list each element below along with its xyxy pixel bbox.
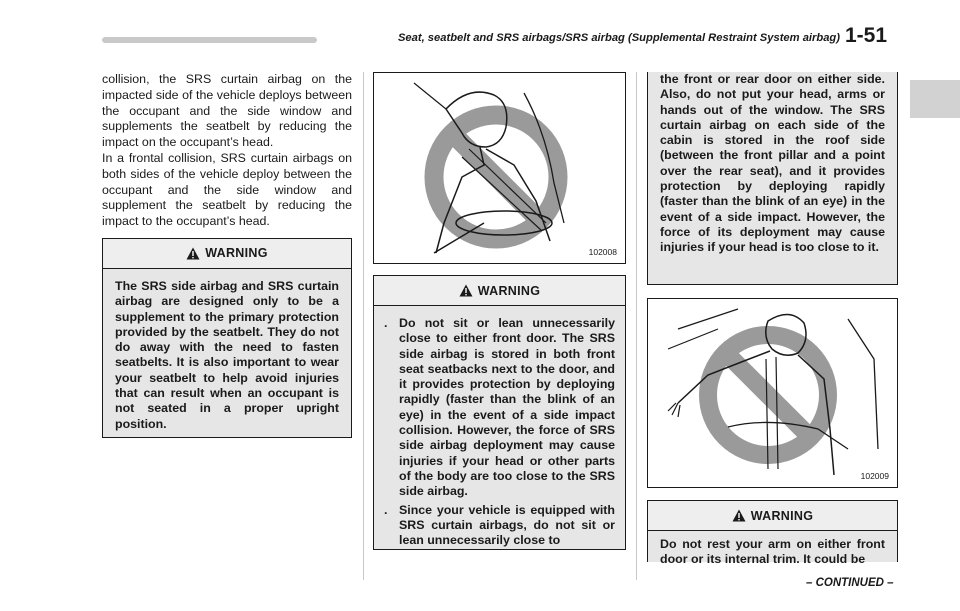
warning-icon: [459, 284, 473, 297]
warning-box: [102, 238, 352, 438]
column-3: [647, 72, 898, 567]
warning-text: The SRS side airbag and SRS curtain airbag are designed only to be a supplement to the primary protection provided by the seatbelt. They do not do away with the need to fasten seatbelts. It is also important to wear your seatbelt to help avoid injuries that can result when an occupant is not seated in a proper upright position.: [115, 278, 339, 431]
column-1: [102, 72, 352, 438]
column-divider: [363, 72, 364, 580]
warning-header: [103, 239, 351, 269]
body-paragraph: collision, the SRS curtain airbag on the impacted side of the vehicle deploys between the occupant and the side window and supplements the seatbelt by reducing the impact on the occupant’s head.: [102, 72, 352, 150]
passenger-illustration: [648, 299, 897, 487]
warning-box-continued: [647, 72, 898, 285]
seatbelt-airbag-figure: [373, 72, 626, 264]
bullet-text: Since your vehicle is equipped with SRS curtain airbags, do not sit or lean unnecessarily close to: [399, 502, 615, 548]
driver-illustration: [374, 73, 625, 263]
warning-header: [648, 501, 897, 531]
bullet-marker: .: [384, 316, 388, 330]
header-rule: [102, 37, 317, 43]
bullet-text: Do not sit or lean unnecessarily close to either front door. The SRS side airbag is stored in both front seat seatbacks next to the door, and it provides protection by deploying rapidly (faster than the blink of an eye) in the event of a side impact collision. However, the force of SRS side airbag deployment may cause injuries if your head or other parts of the body are too close to the SRS side airbag.: [399, 316, 615, 499]
column-divider: [636, 72, 637, 580]
figure-code: 102009: [860, 471, 889, 481]
warning-heading: WARNING: [750, 508, 814, 523]
warning-bullet: [384, 503, 615, 549]
warning-text: the front or rear door on either side. Also, do not put your head, arms or hands out of the window. The SRS curtain airbag on each side of the cabin is stored in the roof side (between the front pillar and a point over the rear seat), and it provides protection by deploying rapidly (faster than the blink of an eye) in the event of a side impact. However, the force of its deployment may cause injuries if your head is too close to it.: [660, 72, 885, 255]
curtain-airbag-figure: [647, 298, 898, 488]
body-paragraph: In a frontal collision, SRS curtain airbags on both sides of the vehicle deploy between the occupant and the side window and supplement the seatbelt by reducing the impact to the occupant’s head.: [102, 150, 352, 229]
bullet-marker: .: [384, 502, 388, 517]
page-number: 1-51: [845, 24, 888, 47]
chapter-tab: [910, 80, 960, 118]
warning-bullet: [384, 316, 615, 500]
warning-heading: WARNING: [205, 246, 268, 261]
warning-heading: WARNING: [477, 283, 541, 298]
warning-text: Do not rest your arm on either front door or its internal trim. It could be: [660, 537, 885, 567]
warning-box: [647, 500, 898, 567]
continued-label: – CONTINUED –: [806, 577, 894, 589]
warning-icon: [186, 247, 200, 260]
figure-code: 102008: [588, 247, 617, 257]
section-title: Seat, seatbelt and SRS airbags/SRS airbag (Supplemental Restraint System airbag): [397, 32, 840, 44]
warning-header: [374, 276, 625, 306]
warning-box: [373, 275, 626, 550]
warning-icon: [732, 509, 746, 522]
column-2: [373, 72, 626, 550]
warning-bullet-list: [374, 306, 625, 548]
